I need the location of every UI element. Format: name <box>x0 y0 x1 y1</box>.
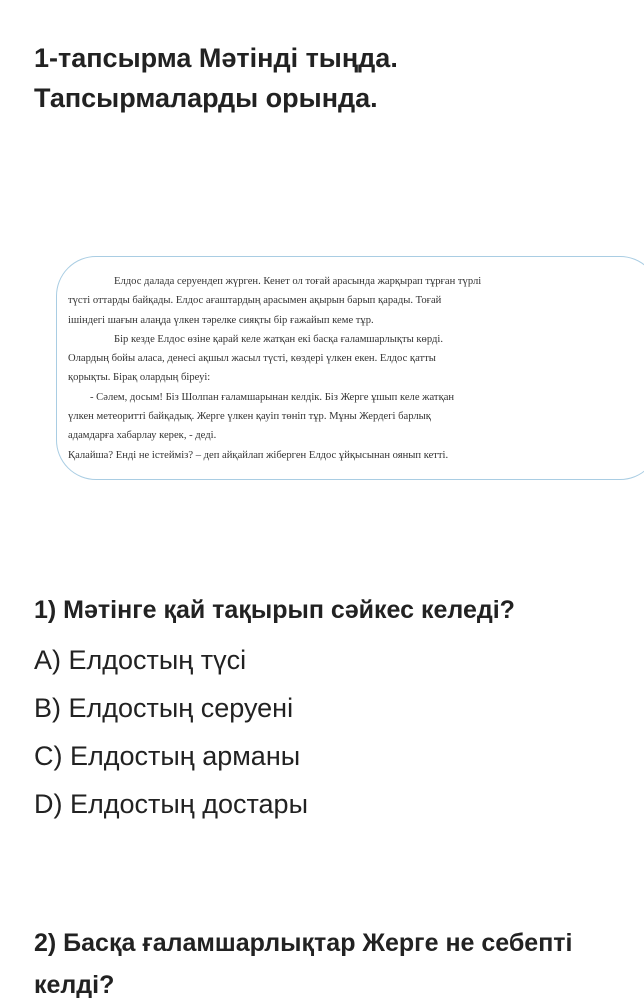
passage-line: - Сәлем, досым! Біз Шолпан ғаламшарынан келдік. Біз Жерге ұшып келе жатқан <box>90 391 455 403</box>
passage-line: Бір кезде Елдос өзіне қарай келе жатқан екі басқа ғаламшарлықты көрді. <box>114 333 443 345</box>
passage-line: қорықты. Бірақ олардың біреуі: <box>68 372 211 384</box>
answer-option-d: D) Елдостың достары <box>34 789 308 819</box>
passage-line: ішіндегі шағын алаңда үлкен тәрелке сияқты бір ғажайып кеме тұр. <box>68 314 374 326</box>
answer-option-b: B) Елдостың серуені <box>34 693 294 723</box>
task-title-line1: 1-тапсырма Мәтінді тыңда. <box>34 43 398 73</box>
answer-option-a: A) Елдостың түсі <box>34 645 247 675</box>
passage-line: түсті оттарды байқады. Елдос ағаштардың арасымен ақырын барып қарады. Тоғай <box>68 295 442 307</box>
passage-line: Олардың бойы аласа, денесі ақшыл жасыл түсті, көздері үлкен екен. Елдос қатты <box>68 353 436 365</box>
passage-line: Қалайша? Енді не істейміз? – деп айқайлап жіберген Елдос ұйқысынан оянып кетті. <box>68 449 449 461</box>
passage-line: үлкен метеоритті байқадық. Жерге үлкен қауіп төніп тұр. Мұны Жердегі барлық <box>68 411 431 423</box>
task-heading <box>34 38 634 118</box>
question-1: 1) Мәтінге қай тақырып сәйкес келеді? <box>34 596 515 624</box>
answer-option-c: C) Елдостың арманы <box>34 741 301 771</box>
passage-line: Елдос далада серуендеп жүрген. Кенет ол тоғай арасында жарқырап тұрған түрлі <box>114 276 482 287</box>
task-title-line2: Тапсырмаларды орында. <box>34 83 378 113</box>
passage-text <box>68 272 608 465</box>
question-2: 2) Басқа ғаламшарлықтар Жерге не себепті келді? <box>34 929 573 999</box>
passage-line: адамдарға хабарлау керек, - деді. <box>68 430 217 442</box>
